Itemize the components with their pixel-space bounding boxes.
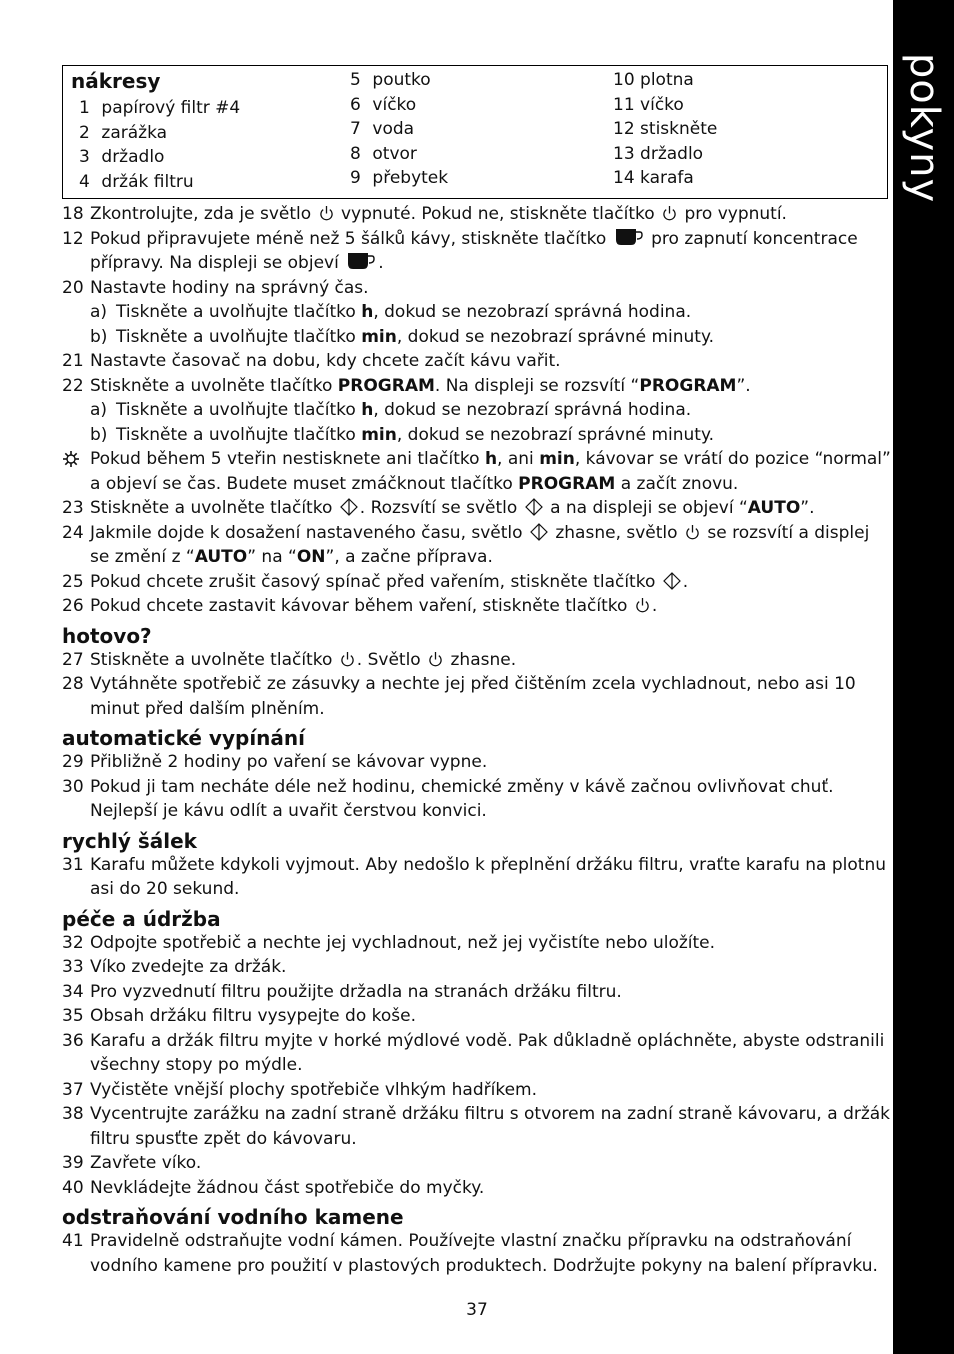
power-icon — [685, 524, 700, 541]
step-32: 32 Odpojte spotřebič a nechte jej vychladnout, než jej vyčistíte nebo uložíte. — [62, 932, 716, 953]
step-29: 29 Přibližně 2 hodiny po vaření se kávovar vypne. — [62, 752, 488, 772]
step-12: 12 Pokud připravujete méně než 5 šálků kávy, stiskněte tlačítko pro zapnutí koncentrace přípravy. Na displeji se objeví . — [62, 228, 858, 273]
parts-item: 8 otvor — [350, 143, 417, 164]
step-22a: a) Tiskněte a uvolňujte tlačítko h, dokud se nezobrazí správná hodina. — [90, 400, 692, 420]
side-tab-label: pokyny — [901, 52, 947, 204]
step-24: 24 Jakmile dojde k dosažení nastaveného času, světlo zhasne, světlo se rozsvítí a displej se změní z “AUTO” na “ON”, a začne příprava. — [62, 522, 870, 567]
parts-box — [62, 65, 888, 199]
power-icon — [428, 651, 443, 668]
strong-brew-cup-icon — [346, 251, 376, 271]
step-33: 33 Víko zvedejte za držák. — [62, 957, 287, 977]
step-23: 23 Stiskněte a uvolněte tlačítko . Rozsvítí se světlo a na displeji se objeví “AUTO”. — [62, 498, 815, 518]
step-20: 20 Nastavte hodiny na správný čas. — [62, 277, 369, 298]
section-heading-descaling: odstraňování vodního kamene — [62, 1205, 404, 1229]
step-36: 36 Karafu a držák filtru myjte v horké mýdlové vodě. Pak důkladně opláchněte, abyste odstranili všechny stopy po mýdle. — [62, 1030, 885, 1075]
auto-timer-icon — [340, 498, 358, 516]
auto-timer-icon — [663, 572, 681, 590]
step-40: 40 Nevkládejte žádnou část spotřebiče do myčky. — [62, 1177, 485, 1198]
parts-item: 14 karafa — [613, 168, 694, 188]
parts-column-1 — [79, 96, 240, 194]
parts-item: 2 zarážka — [79, 122, 168, 143]
page-number: 37 — [466, 1300, 488, 1320]
step-31: 31 Karafu můžete kdykoli vyjmout. Aby nedošlo k přeplnění držáku filtru, vraťte karafu na plotnu asi do 20 sekund. — [62, 854, 886, 899]
parts-item: 13 držadlo — [613, 143, 704, 164]
power-icon — [635, 597, 650, 614]
step-18: 18 Zkontrolujte, zda je světlo vypnuté. Pokud ne, stiskněte tlačítko pro vypnutí. — [62, 204, 787, 224]
strong-brew-cup-icon — [614, 227, 644, 247]
step-21: 21 Nastavte časovač na dobu, kdy chcete začít kávu vařit. — [62, 351, 561, 371]
step-22b: b) Tiskněte a uvolňujte tlačítko min, dokud se nezobrazí správné minuty. — [90, 424, 714, 445]
section-heading-auto-off: automatické vypínání — [62, 726, 306, 750]
instructions — [62, 202, 892, 1278]
power-icon — [319, 205, 334, 222]
step-22: 22 Stiskněte a uvolněte tlačítko PROGRAM. Na displeji se rozsvítí “PROGRAM”. — [62, 375, 751, 396]
power-icon — [662, 205, 677, 222]
step-37: 37 Vyčistěte vnější plochy spotřebiče vlhkým hadříkem. — [62, 1079, 538, 1100]
step-25: 25 Pokud chcete zrušit časový spínač před vařením, stiskněte tlačítko . — [62, 571, 689, 592]
step-20a: a) Tiskněte a uvolňujte tlačítko h, dokud se nezobrazí správná hodina. — [90, 302, 692, 322]
section-heading-quick-cup: rychlý šálek — [62, 828, 197, 853]
section-heading-done: hotovo? — [62, 623, 152, 648]
step-30: 30 Pokud ji tam necháte déle než hodinu, chemické změny v kávě začnou ovlivňovat chuť. Nejlepší je kávu odlít a uvařit čerstvou konvici. — [62, 776, 834, 821]
parts-column-2 — [350, 68, 448, 191]
auto-timer-icon — [525, 498, 543, 516]
parts-item: 7 voda — [350, 119, 415, 139]
step-38: 38 Vycentrujte zarážku na zadní straně držáku filtru s otvorem na zadní straně kávovaru, a držák filtru spusťte zpět do kávovaru. — [62, 1104, 891, 1149]
step-26: 26 Pokud chcete zastavit kávovar během vaření, stiskněte tlačítko . — [62, 596, 658, 616]
parts-item: 6 víčko — [350, 94, 417, 115]
parts-column-3 — [613, 68, 717, 191]
power-icon — [340, 651, 355, 668]
parts-item: 11 víčko — [613, 94, 684, 115]
parts-item: 3 držadlo — [79, 147, 165, 167]
section-heading-care: péče a údržba — [62, 906, 221, 931]
parts-item: 5 poutko — [350, 70, 431, 90]
parts-item: 4 držák filtru — [79, 171, 194, 192]
parts-item: 1 papírový filtr #4 — [79, 98, 241, 118]
parts-item: 12 stiskněte — [613, 119, 718, 139]
step-28: 28 Vytáhněte spotřebič ze zásuvky a nechte jej před čištěním zcela vychladnout, nebo asi 10 minut před dalším plněním. — [62, 674, 856, 719]
step-41: 41 Pravidelně odstraňujte vodní kámen. Používejte vlastní značku přípravku na odstraňování vodního kamene pro použití v plastových produktech. Dodržujte pokyny na balení přípravku. — [62, 1231, 878, 1276]
parts-item: 10 plotna — [613, 70, 694, 90]
parts-heading: nákresy — [71, 69, 161, 93]
parts-item: 9 přebytek — [350, 168, 449, 188]
step-34: 34 Pro vyzvednutí filtru použijte držadla na stranách držáku filtru. — [62, 981, 622, 1002]
step-20b: b) Tiskněte a uvolňujte tlačítko min, dokud se nezobrazí správné minuty. — [90, 326, 714, 347]
step-35: 35 Obsah držáku filtru vysypejte do koše. — [62, 1006, 417, 1026]
step-39: 39 Zavřete víko. — [62, 1153, 202, 1173]
auto-timer-icon — [530, 523, 548, 541]
tip-note: Pokud během 5 vteřin nestisknete ani tlačítko h, ani min, kávovar se vrátí do pozice “normal” a objeví se čas. Budete muset zmáčknout tlačítko PROGRAM a začít znovu. — [62, 447, 892, 496]
step-27: 27 Stiskněte a uvolněte tlačítko . Světlo zhasne. — [62, 649, 517, 670]
tip-star-icon — [62, 450, 80, 468]
